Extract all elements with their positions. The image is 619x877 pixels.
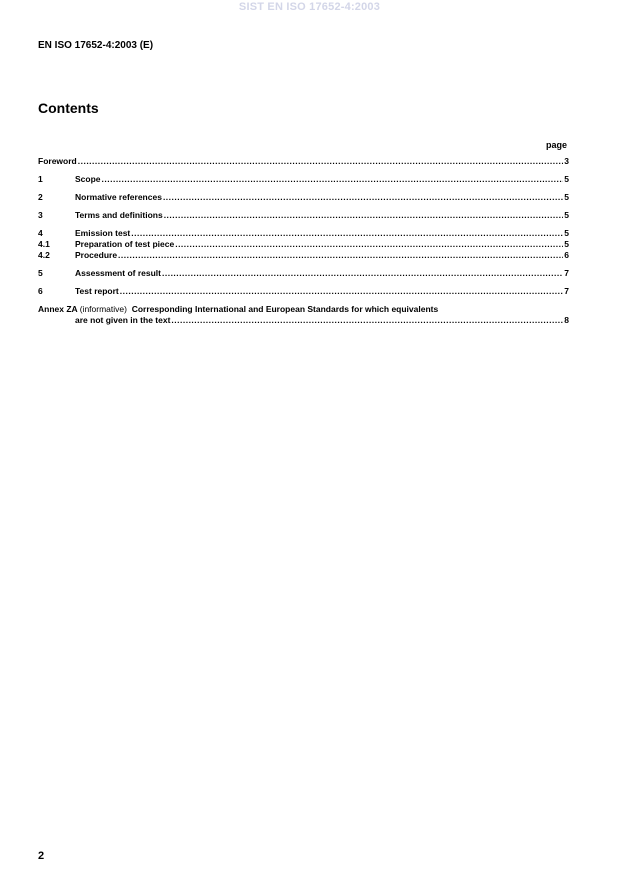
- toc-entry-normative-references[interactable]: [38, 192, 569, 203]
- leader-dots: [171, 315, 563, 326]
- toc-entry-test-report[interactable]: [38, 286, 569, 297]
- toc-entry-procedure[interactable]: [38, 250, 569, 261]
- toc-page: 5: [564, 239, 569, 249]
- toc-page: 7: [564, 268, 569, 278]
- toc-page: 7: [564, 286, 569, 296]
- toc-entry-scope[interactable]: [38, 174, 569, 185]
- toc-number: 2: [38, 192, 43, 202]
- toc-entry-assessment-of-result[interactable]: [38, 268, 569, 279]
- leader-dots: [131, 228, 563, 239]
- leader-dots: [118, 250, 563, 261]
- annex-qualifier: (informative): [79, 304, 127, 314]
- toc-label: Test report: [75, 286, 119, 296]
- leader-dots: [120, 286, 563, 297]
- toc-entry-terms-and-definitions[interactable]: [38, 210, 569, 221]
- toc-number: 5: [38, 268, 43, 278]
- leader-dots: [102, 174, 564, 185]
- watermark: SIST EN ISO 17652-4:2003: [238, 1, 381, 13]
- annex-prefix: Annex ZA: [38, 304, 78, 314]
- toc-entry-annex-za[interactable]: [38, 304, 569, 326]
- toc-page: 6: [564, 250, 569, 260]
- page-column-label: page: [545, 140, 567, 150]
- annex-title-line1: Corresponding International and European Standards for which equivalents: [131, 304, 439, 314]
- toc-number: 4.1: [38, 239, 50, 249]
- toc-page: 5: [564, 228, 569, 238]
- toc-number: 4.2: [38, 250, 50, 260]
- toc-number: 6: [38, 286, 43, 296]
- toc-label: Emission test: [75, 228, 131, 238]
- page-number: 2: [38, 850, 45, 862]
- toc-label: Foreword: [38, 156, 77, 166]
- toc-label: Procedure: [75, 250, 118, 260]
- toc-label: Terms and definitions: [75, 210, 163, 220]
- toc-label: Normative references: [75, 192, 162, 202]
- table-of-contents: [38, 156, 569, 326]
- toc-entry-preparation-of-test-piece[interactable]: [38, 239, 569, 250]
- toc-page: 5: [564, 192, 569, 202]
- toc-entry-emission-test[interactable]: [38, 228, 569, 239]
- toc-page: 8: [564, 315, 569, 325]
- toc-number: 1: [38, 174, 43, 184]
- leader-dots: [162, 268, 563, 279]
- toc-label: Preparation of test piece: [75, 239, 175, 249]
- toc-number: 3: [38, 210, 43, 220]
- toc-number: 4: [38, 228, 43, 238]
- contents-title: Contents: [38, 100, 99, 116]
- leader-dots: [164, 210, 564, 221]
- toc-label: Assessment of result: [75, 268, 161, 278]
- annex-title-line2: are not given in the text: [75, 315, 171, 325]
- leader-dots: [163, 192, 563, 203]
- leader-dots: [78, 156, 564, 167]
- toc-page: 5: [564, 210, 569, 220]
- toc-label: Scope: [75, 174, 101, 184]
- toc-page: 3: [564, 156, 569, 166]
- toc-page: 5: [564, 174, 569, 184]
- toc-entry-foreword[interactable]: [38, 156, 569, 167]
- document-id: EN ISO 17652-4:2003 (E): [38, 40, 154, 51]
- leader-dots: [175, 239, 563, 250]
